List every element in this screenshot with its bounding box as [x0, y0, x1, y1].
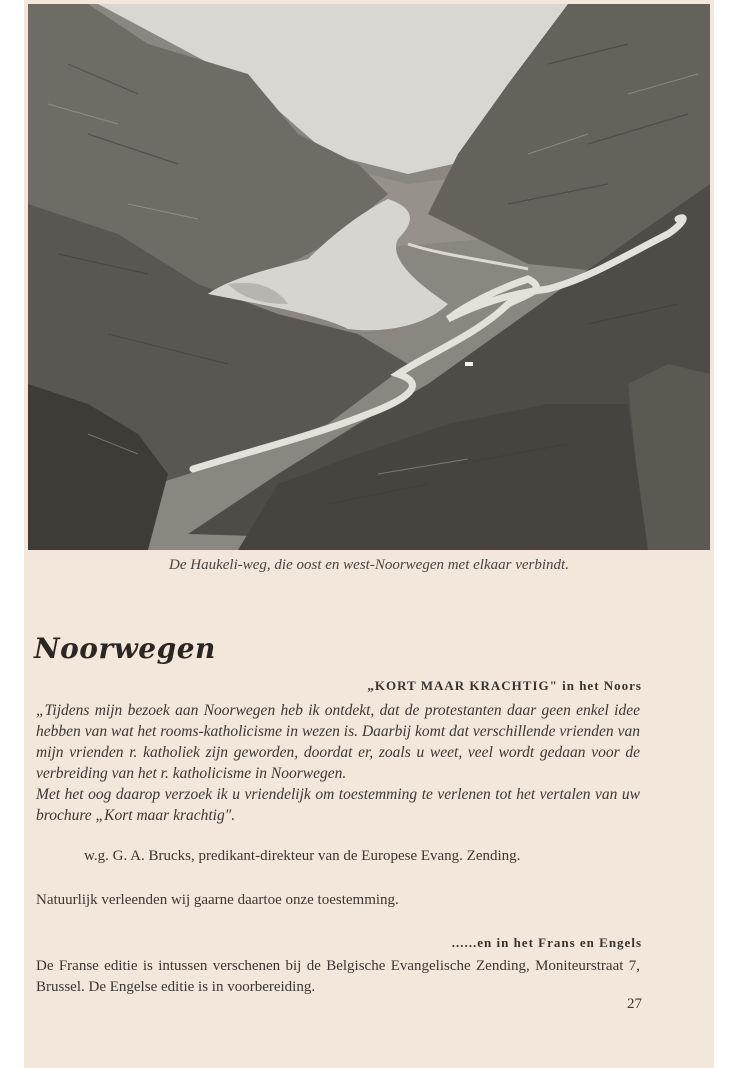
quote-paragraph: „Tijdens mijn bezoek aan Noorwegen heb ik ontdekt, dat de protestanten daar geen enkel idee hebben van wat het rooms-katholicisme in wezen is. Daarbij komt dat verschillende vrienden van mijn vrienden r. katholiek zijn geworden, doordat er, zoals u weet, veel wordt gedaan voor de verbreiding van het r. katholicisme in Noorwegen.	[36, 702, 640, 782]
quote-paragraph: Met het oog daarop verzoek ik u vriendelijk om toestemming te verlenen tot het vertalen van uw brochure „Kort maar krachtig".	[36, 786, 640, 824]
section-heading: Noorwegen	[34, 632, 216, 665]
permission-note: Natuurlijk verleenden wij gaarne daartoe onze toestemming.	[36, 892, 399, 908]
letter-signature: w.g. G. A. Brucks, predikant-direkteur van de Europese Evang. Zending.	[84, 848, 521, 864]
photo-illustration	[28, 4, 710, 550]
editions-paragraph: De Franse editie is intussen verschenen bij de Belgische Evangelische Zending, Moniteurstraat 7, Brussel. De Engelse editie is in voorbereiding.	[36, 958, 640, 995]
document-page	[24, 0, 714, 1068]
letter-quote	[36, 700, 640, 826]
subheading-norwegian-translation: „KORT MAAR KRACHTIG" in het Noors	[367, 678, 642, 693]
page-number: 27	[627, 996, 642, 1012]
mountain-road-photo	[28, 4, 710, 550]
subheading-french-english: ......en in het Frans en Engels	[451, 935, 642, 950]
photo-caption: De Haukeli-weg, die oost en west-Noorwegen met elkaar verbindt.	[169, 557, 569, 573]
